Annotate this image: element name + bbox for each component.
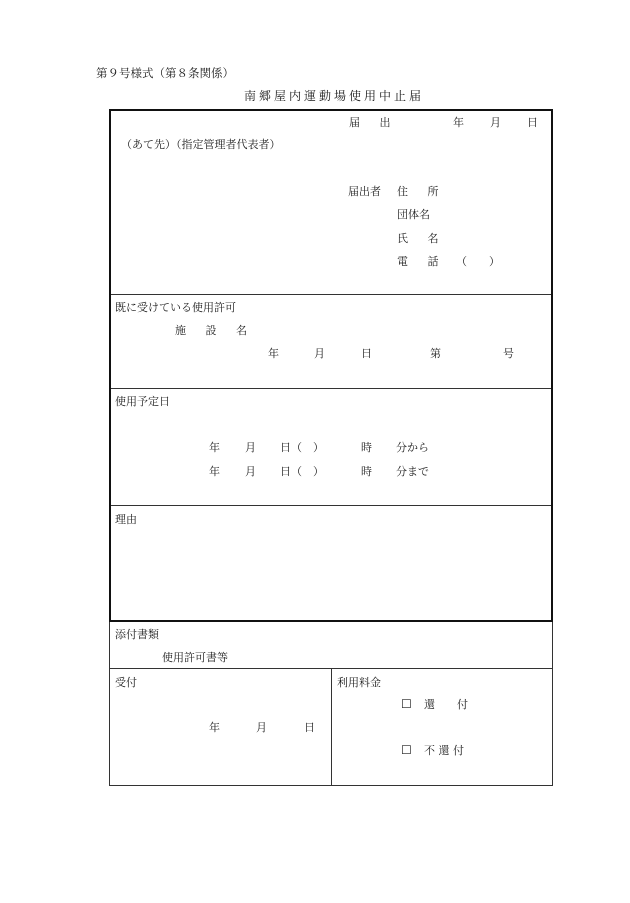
attach-left-border	[109, 622, 110, 785]
schedule-row-1-hour: 時	[361, 441, 372, 454]
table-bottom-border	[109, 785, 553, 786]
permit-year: 年	[268, 347, 279, 360]
permit-day: 日	[361, 347, 372, 360]
schedule-row-2-month: 月	[245, 465, 256, 478]
schedule-row-2-year: 年	[209, 465, 220, 478]
applicant-group: 団体名	[397, 208, 430, 221]
main-frame	[109, 109, 553, 622]
divider-applicant	[111, 294, 551, 295]
permit-month: 月	[314, 347, 325, 360]
applicant-address: 住 所	[397, 185, 447, 198]
form-number: 第９号様式（第８条関係）	[96, 66, 234, 80]
schedule-row-1-minute: 分から	[396, 441, 429, 454]
reception-heading: 受付	[115, 676, 137, 689]
notice-year: 年	[453, 116, 464, 129]
refund-label: 還 付	[424, 698, 468, 711]
notice-month: 月	[490, 116, 501, 129]
attachments-heading: 添付書類	[115, 628, 159, 641]
permit-facility: 施 設 名	[175, 324, 255, 337]
reason-heading: 理由	[115, 513, 137, 526]
reception-month: 月	[256, 721, 267, 734]
divider-schedule	[111, 505, 551, 506]
notice-day: 日	[527, 116, 538, 129]
permit-no-prefix: 第	[430, 347, 441, 360]
notice-label: 届 出	[349, 116, 399, 129]
form-title: 南郷屋内運動場使用中止届	[244, 89, 425, 103]
schedule-row-2-minute: 分まで	[396, 465, 429, 478]
attach-right-border	[552, 622, 553, 785]
no-refund-checkbox[interactable]: ☐	[401, 743, 412, 757]
applicant-name: 氏 名	[397, 232, 447, 245]
schedule-row-1-year: 年	[209, 441, 220, 454]
schedule-row-1-day: 日（ ）	[280, 441, 324, 454]
schedule-heading: 使用予定日	[115, 395, 170, 408]
schedule-row-2-day: 日（ ）	[280, 465, 324, 478]
divider-permit	[111, 388, 551, 389]
permit-no-suffix: 号	[503, 347, 514, 360]
schedule-row-1-month: 月	[245, 441, 256, 454]
attachments-item: 使用許可書等	[162, 651, 228, 664]
permit-heading: 既に受けている使用許可	[115, 301, 236, 314]
schedule-row-2-hour: 時	[361, 465, 372, 478]
addressee: （あて先）（指定管理者代表者）	[121, 138, 281, 151]
reception-year: 年	[209, 721, 220, 734]
reception-day: 日	[304, 721, 315, 734]
fee-heading: 利用料金	[337, 676, 381, 689]
reception-fee-divider	[331, 668, 332, 785]
applicant-label: 届出者	[348, 185, 381, 198]
applicant-phone-paren: （ ）	[456, 255, 500, 268]
applicant-phone: 電 話	[397, 255, 447, 268]
refund-checkbox[interactable]: ☐	[401, 697, 412, 711]
no-refund-label: 不 還 付	[424, 744, 464, 757]
